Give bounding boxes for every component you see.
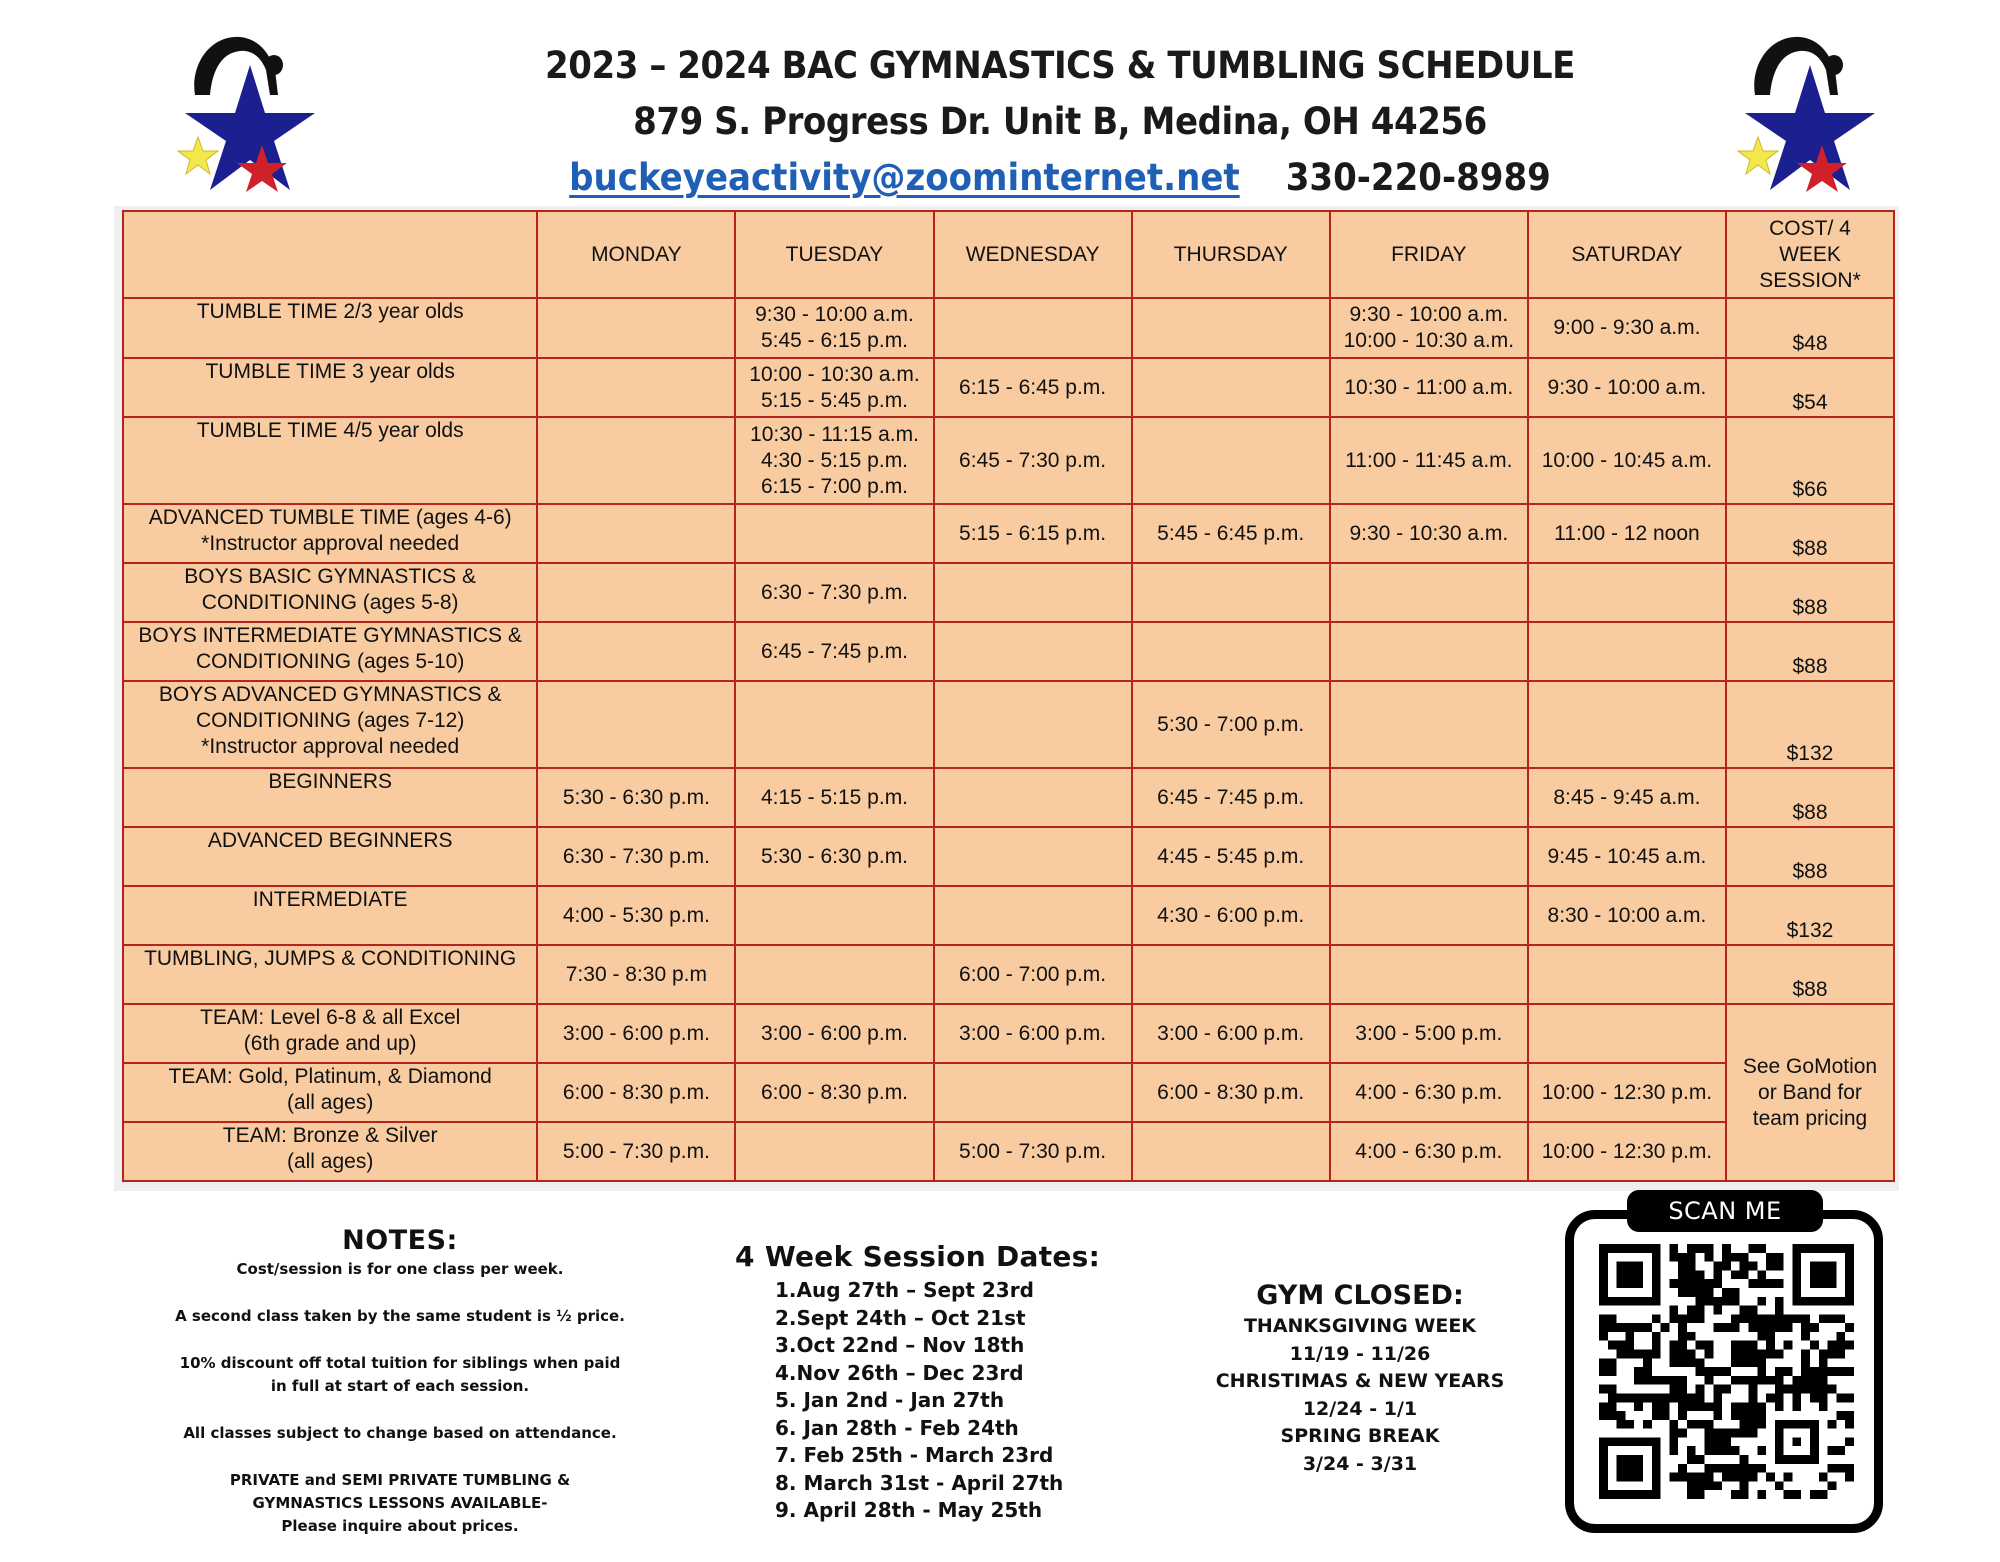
- time-slot: 10:00 - 10:30 a.m.: [749, 362, 920, 386]
- class-name-cell: [123, 417, 537, 504]
- table-row: [123, 768, 1894, 827]
- time-slot: 4:30 - 5:15 p.m.: [760, 448, 909, 472]
- time-cell-wednesday: [934, 504, 1132, 563]
- time-cell-wednesday: [934, 563, 1132, 622]
- time-slot: 10:30 - 11:00 a.m.: [1344, 375, 1514, 399]
- time-cell-tuesday: [735, 358, 933, 417]
- note-item: [140, 1469, 660, 1538]
- session-dates-title: 4 Week Session Dates:: [735, 1240, 1101, 1273]
- table-row: [123, 1004, 1894, 1063]
- time-slot: 10:00 - 10:30 a.m.: [1343, 329, 1515, 352]
- time-cell-thursday: [1132, 886, 1330, 945]
- class-name-line: CONDITIONING (ages 7-12): [195, 709, 465, 732]
- note-item: [140, 1422, 660, 1445]
- time-slot: 6:45 - 7:30 p.m.: [959, 448, 1107, 472]
- time-cell-saturday: [1528, 886, 1726, 945]
- time-slot: 6:45 - 7:45 p.m.: [1157, 785, 1305, 809]
- closed-christmas-label: CHRISTIMAS & NEW YEARS: [1215, 1370, 1505, 1392]
- note-line: PRIVATE and SEMI PRIVATE TUMBLING &: [229, 1471, 571, 1489]
- notes-list: [140, 1258, 660, 1538]
- class-name-line: TEAM: Bronze & Silver: [222, 1124, 438, 1147]
- time-slot: 6:00 - 8:30 p.m.: [1157, 1080, 1305, 1104]
- time-slot: 9:45 - 10:45 a.m.: [1547, 844, 1707, 868]
- note-item: [140, 1305, 660, 1328]
- note-item: [140, 1258, 660, 1281]
- time-cell-monday: [537, 1122, 735, 1181]
- cost-cell: $88: [1726, 827, 1894, 886]
- time-cell-wednesday: [934, 358, 1132, 417]
- time-cell-saturday: [1528, 945, 1726, 1004]
- cost-cell: $48: [1726, 298, 1894, 358]
- page-title: 2023 – 2024 BAC GYMNASTICS & TUMBLING SCHEDULE: [545, 44, 1575, 87]
- team-pricing-line: or Band for: [1758, 1080, 1862, 1104]
- time-cell-monday: [537, 622, 735, 681]
- class-name-line: (all ages): [286, 1150, 374, 1173]
- time-cell-wednesday: [934, 417, 1132, 504]
- time-slot: 5:00 - 7:30 p.m.: [562, 1139, 710, 1163]
- time-cell-wednesday: [934, 827, 1132, 886]
- header-cost: COST/ 4 WEEK SESSION*: [1726, 211, 1894, 298]
- session-date-item: 9. April 28th - May 25th: [775, 1498, 1043, 1522]
- time-slot: 9:30 - 10:00 a.m.: [755, 303, 914, 326]
- class-name-cell: [123, 563, 537, 622]
- time-slot: 6:30 - 7:30 p.m.: [562, 844, 710, 868]
- header-thursday: THURSDAY: [1132, 211, 1330, 298]
- cost-cell: $88: [1726, 768, 1894, 827]
- time-cell-saturday: [1528, 827, 1726, 886]
- time-slot: 9:30 - 10:30 a.m.: [1349, 521, 1509, 545]
- notes-title: NOTES:: [342, 1225, 458, 1256]
- cost-cell: $88: [1726, 563, 1894, 622]
- time-slot: 6:00 - 8:30 p.m.: [760, 1080, 909, 1104]
- table-row: [123, 827, 1894, 886]
- closed-spring-dates: 3/24 - 3/31: [1302, 1452, 1418, 1475]
- time-cell-friday: [1330, 298, 1528, 358]
- session-date-item: 5. Jan 2nd - Jan 27th: [775, 1388, 1005, 1412]
- time-cell-monday: [537, 681, 735, 768]
- time-cell-monday: [537, 1004, 735, 1063]
- class-name-line: *Instructor approval needed: [201, 532, 460, 555]
- gym-closed-title: GYM CLOSED:: [1256, 1280, 1464, 1311]
- session-date-item: 3.Oct 22nd – Nov 18th: [775, 1333, 1025, 1357]
- time-cell-tuesday: [735, 945, 933, 1004]
- time-cell-friday: [1330, 681, 1528, 768]
- gymnast-star-logo-icon: [1710, 25, 1910, 195]
- time-slot: 4:00 - 6:30 p.m.: [1355, 1080, 1503, 1104]
- class-name-line: BOYS INTERMEDIATE GYMNASTICS &: [138, 624, 522, 647]
- class-name-cell: [123, 1004, 537, 1063]
- class-name-line: BOYS ADVANCED GYMNASTICS &: [158, 683, 502, 706]
- header-monday: MONDAY: [537, 211, 735, 298]
- header-saturday: SATURDAY: [1528, 211, 1726, 298]
- time-cell-monday: [537, 504, 735, 563]
- time-cell-saturday: [1528, 563, 1726, 622]
- class-name-line: TUMBLING, JUMPS & CONDITIONING: [144, 947, 517, 970]
- time-cell-monday: [537, 768, 735, 827]
- time-cell-saturday: [1528, 622, 1726, 681]
- time-cell-friday: [1330, 768, 1528, 827]
- class-name-line: BEGINNERS: [268, 770, 393, 793]
- session-date-item: 6. Jan 28th - Feb 24th: [775, 1415, 1019, 1440]
- time-cell-monday: [537, 886, 735, 945]
- closed-thanksgiving-label: THANKSGIVING WEEK: [1243, 1315, 1477, 1337]
- table-row: [123, 681, 1894, 768]
- time-cell-friday: [1330, 945, 1528, 1004]
- closed-spring-label: SPRING BREAK: [1280, 1425, 1440, 1447]
- time-cell-thursday: [1132, 1063, 1330, 1122]
- time-cell-friday: [1330, 1122, 1528, 1181]
- class-name-line: ADVANCED TUMBLE TIME (ages 4-6): [148, 506, 512, 529]
- time-slot: 6:15 - 6:45 p.m.: [959, 375, 1107, 399]
- class-name-line: TUMBLE TIME 2/3 year olds: [196, 300, 464, 323]
- class-name-cell: [123, 358, 537, 417]
- time-cell-tuesday: [735, 1122, 933, 1181]
- time-slot: 3:00 - 6:00 p.m.: [1157, 1021, 1305, 1045]
- qr-block[interactable]: [1565, 1190, 1885, 1535]
- time-cell-thursday: [1132, 417, 1330, 504]
- time-slot: 8:45 - 9:45 a.m.: [1553, 785, 1701, 809]
- time-cell-wednesday: [934, 1063, 1132, 1122]
- class-name-line: (6th grade and up): [243, 1032, 417, 1055]
- time-cell-monday: [537, 358, 735, 417]
- time-cell-saturday: [1528, 681, 1726, 768]
- session-date-item: 4.Nov 26th – Dec 23rd: [775, 1360, 1024, 1385]
- class-name-line: CONDITIONING (ages 5-10): [195, 650, 465, 673]
- time-cell-friday: [1330, 622, 1528, 681]
- table-row: [123, 1063, 1894, 1122]
- note-line: Please inquire about prices.: [281, 1517, 519, 1535]
- cost-cell: $54: [1726, 358, 1894, 417]
- time-cell-monday: [537, 417, 735, 504]
- class-name-line: BOYS BASIC GYMNASTICS &: [184, 565, 477, 588]
- time-cell-tuesday: [735, 1004, 933, 1063]
- time-cell-friday: [1330, 886, 1528, 945]
- time-slot: 4:15 - 5:15 p.m.: [760, 785, 909, 809]
- header-class: [123, 211, 537, 298]
- header-tuesday: TUESDAY: [735, 211, 933, 298]
- time-cell-friday: [1330, 1004, 1528, 1063]
- time-slot: 6:00 - 8:30 p.m.: [562, 1080, 710, 1104]
- time-cell-thursday: [1132, 768, 1330, 827]
- time-cell-saturday: [1528, 1004, 1726, 1063]
- notes-section: [140, 1225, 660, 1562]
- class-name-cell: [123, 1122, 537, 1181]
- time-slot: 5:45 - 6:45 p.m.: [1157, 521, 1305, 545]
- time-cell-saturday: [1528, 504, 1726, 563]
- header-friday: FRIDAY: [1330, 211, 1528, 298]
- team-pricing-line: team pricing: [1752, 1106, 1868, 1130]
- time-slot: 5:15 - 6:15 p.m.: [959, 521, 1107, 545]
- class-name-line: TEAM: Gold, Platinum, & Diamond: [168, 1065, 492, 1088]
- time-slot: 9:00 - 9:30 a.m.: [1553, 316, 1701, 339]
- email-link[interactable]: buckeyeactivity@zoominternet.net: [569, 156, 1240, 199]
- note-item: [140, 1352, 660, 1398]
- class-name-cell: [123, 768, 537, 827]
- session-date-item: 8. March 31st - April 27th: [775, 1470, 1064, 1495]
- time-slot: 5:30 - 6:30 p.m.: [562, 785, 710, 809]
- time-cell-saturday: [1528, 1063, 1726, 1122]
- header-wednesday: WEDNESDAY: [934, 211, 1132, 298]
- session-dates-list: [735, 1277, 1135, 1525]
- class-name-cell: [123, 622, 537, 681]
- cost-cell: $66: [1726, 417, 1894, 504]
- schedule-body: [123, 298, 1894, 1181]
- time-cell-wednesday: [934, 886, 1132, 945]
- address: 879 S. Progress Dr. Unit B, Medina, OH 44256: [633, 100, 1487, 143]
- class-name-line: TUMBLE TIME 4/5 year olds: [196, 419, 464, 442]
- session-date-item: 2.Sept 24th – Oct 21st: [775, 1305, 1026, 1330]
- class-name-line: INTERMEDIATE: [252, 888, 408, 911]
- time-cell-wednesday: [934, 768, 1132, 827]
- time-slot: 7:30 - 8:30 p.m: [565, 962, 707, 986]
- class-name-line: ADVANCED BEGINNERS: [207, 829, 453, 852]
- time-cell-tuesday: [735, 827, 933, 886]
- time-cell-friday: [1330, 563, 1528, 622]
- time-slot: 4:45 - 5:45 p.m.: [1157, 844, 1305, 868]
- time-cell-thursday: [1132, 358, 1330, 417]
- time-slot: 9:30 - 10:00 a.m.: [1547, 375, 1707, 399]
- time-cell-thursday: [1132, 298, 1330, 358]
- time-slot: 3:00 - 6:00 p.m.: [562, 1021, 710, 1045]
- time-cell-tuesday: [735, 1063, 933, 1122]
- time-cell-wednesday: [934, 681, 1132, 768]
- session-dates-section: [735, 1240, 1135, 1525]
- time-cell-thursday: [1132, 827, 1330, 886]
- time-cell-monday: [537, 1063, 735, 1122]
- table-row: [123, 298, 1894, 358]
- qr-frame: [1565, 1210, 1883, 1533]
- time-slot: 3:00 - 6:00 p.m.: [760, 1021, 909, 1045]
- gym-closed-section: [1180, 1280, 1540, 1478]
- cost-cell: $132: [1726, 681, 1894, 768]
- time-cell-monday: [537, 945, 735, 1004]
- note-line: Cost/session is for one class per week.: [236, 1260, 564, 1278]
- time-cell-wednesday: [934, 622, 1132, 681]
- time-slot: 9:30 - 10:00 a.m.: [1349, 303, 1509, 326]
- note-line: 10% discount off total tuition for siblings when paid: [179, 1354, 621, 1372]
- table-row: [123, 504, 1894, 563]
- note-line: A second class taken by the same student is ½ price.: [175, 1307, 625, 1325]
- time-slot: 5:00 - 7:30 p.m.: [959, 1139, 1107, 1163]
- note-line: in full at start of each session.: [270, 1377, 530, 1395]
- class-name-line: TEAM: Level 6-8 & all Excel: [200, 1006, 461, 1029]
- time-cell-monday: [537, 563, 735, 622]
- time-cell-saturday: [1528, 1122, 1726, 1181]
- cost-cell: $88: [1726, 945, 1894, 1004]
- time-slot: 5:15 - 5:45 p.m.: [760, 388, 909, 412]
- time-slot: 11:00 - 11:45 a.m.: [1345, 448, 1513, 472]
- time-cell-tuesday: [735, 886, 933, 945]
- time-cell-thursday: [1132, 681, 1330, 768]
- time-cell-thursday: [1132, 504, 1330, 563]
- time-cell-thursday: [1132, 563, 1330, 622]
- time-cell-tuesday: [735, 622, 933, 681]
- time-slot: 10:30 - 11:15 a.m.: [750, 422, 919, 446]
- table-row: [123, 886, 1894, 945]
- session-date-item: 1.Aug 27th – Sept 23rd: [775, 1278, 1034, 1302]
- time-cell-saturday: [1528, 768, 1726, 827]
- table-row: [123, 563, 1894, 622]
- time-cell-saturday: [1528, 417, 1726, 504]
- table-header-row: [123, 211, 1894, 298]
- class-name-cell: [123, 504, 537, 563]
- session-date-item: 7. Feb 25th - March 23rd: [775, 1443, 1054, 1467]
- note-line: All classes subject to change based on attendance.: [183, 1424, 617, 1442]
- cost-cell: $132: [1726, 886, 1894, 945]
- time-slot: 5:45 - 6:15 p.m.: [760, 329, 909, 352]
- time-slot: 6:15 - 7:00 p.m.: [760, 474, 909, 498]
- time-cell-saturday: [1528, 298, 1726, 358]
- table-row: [123, 622, 1894, 681]
- time-slot: 10:00 - 12:30 p.m.: [1541, 1139, 1713, 1163]
- class-name-cell: [123, 945, 537, 1004]
- cost-cell: $88: [1726, 504, 1894, 563]
- time-cell-wednesday: [934, 1004, 1132, 1063]
- time-slot: 10:00 - 10:45 a.m.: [1541, 448, 1713, 472]
- time-slot: 4:00 - 5:30 p.m.: [562, 903, 710, 927]
- time-cell-wednesday: [934, 945, 1132, 1004]
- note-line: GYMNASTICS LESSONS AVAILABLE-: [252, 1494, 548, 1512]
- time-cell-wednesday: [934, 1122, 1132, 1181]
- time-cell-tuesday: [735, 681, 933, 768]
- time-slot: 5:30 - 7:00 p.m.: [1157, 712, 1305, 736]
- qr-code-icon[interactable]: [1599, 1244, 1854, 1499]
- class-name-cell: [123, 827, 537, 886]
- time-cell-friday: [1330, 417, 1528, 504]
- time-cell-monday: [537, 827, 735, 886]
- time-slot: 4:00 - 6:30 p.m.: [1355, 1139, 1503, 1163]
- time-cell-friday: [1330, 827, 1528, 886]
- class-name-line: CONDITIONING (ages 5-8): [201, 591, 459, 614]
- time-cell-friday: [1330, 1063, 1528, 1122]
- time-cell-tuesday: [735, 504, 933, 563]
- class-name-cell: [123, 681, 537, 768]
- class-name-line: *Instructor approval needed: [201, 735, 460, 758]
- time-cell-thursday: [1132, 945, 1330, 1004]
- cost-cell: $88: [1726, 622, 1894, 681]
- time-cell-thursday: [1132, 622, 1330, 681]
- class-name-cell: [123, 1063, 537, 1122]
- class-name-line: (all ages): [286, 1091, 374, 1114]
- closed-thanksgiving-dates: 11/19 - 11/26: [1289, 1342, 1431, 1365]
- time-cell-tuesday: [735, 417, 933, 504]
- time-cell-thursday: [1132, 1004, 1330, 1063]
- time-slot: 5:30 - 6:30 p.m.: [760, 844, 909, 868]
- time-cell-friday: [1330, 358, 1528, 417]
- gymnast-star-logo-icon: [150, 25, 350, 195]
- time-cell-monday: [537, 298, 735, 358]
- table-row: [123, 417, 1894, 504]
- time-cell-tuesday: [735, 768, 933, 827]
- class-name-cell: [123, 886, 537, 945]
- time-slot: 11:00 - 12 noon: [1554, 521, 1700, 545]
- time-slot: 6:30 - 7:30 p.m.: [760, 580, 909, 604]
- scan-me-label: SCAN ME: [1627, 1190, 1823, 1232]
- team-pricing-cell: [1726, 1004, 1894, 1181]
- schedule-table: [122, 210, 1895, 1182]
- time-slot: 8:30 - 10:00 a.m.: [1547, 903, 1707, 927]
- time-cell-friday: [1330, 504, 1528, 563]
- time-cell-wednesday: [934, 298, 1132, 358]
- contact-line: [471, 150, 1649, 206]
- phone-number: 330-220-8989: [1285, 156, 1551, 199]
- closed-christmas-dates: 12/24 - 1/1: [1302, 1397, 1418, 1420]
- time-cell-saturday: [1528, 358, 1726, 417]
- time-slot: 3:00 - 5:00 p.m.: [1355, 1021, 1503, 1045]
- time-slot: 4:30 - 6:00 p.m.: [1157, 903, 1305, 927]
- time-slot: 6:45 - 7:45 p.m.: [760, 639, 909, 663]
- time-slot: 10:00 - 12:30 p.m.: [1541, 1080, 1713, 1104]
- table-row: [123, 945, 1894, 1004]
- class-name-cell: [123, 298, 537, 358]
- header-text: [420, 38, 1700, 206]
- time-cell-thursday: [1132, 1122, 1330, 1181]
- time-slot: 6:00 - 7:00 p.m.: [959, 962, 1107, 986]
- table-row: [123, 1122, 1894, 1181]
- time-slot: 3:00 - 6:00 p.m.: [959, 1021, 1107, 1045]
- class-name-line: TUMBLE TIME 3 year olds: [205, 360, 455, 383]
- time-cell-tuesday: [735, 298, 933, 358]
- table-row: [123, 358, 1894, 417]
- time-cell-tuesday: [735, 563, 933, 622]
- team-pricing-line: See GoMotion: [1742, 1054, 1878, 1078]
